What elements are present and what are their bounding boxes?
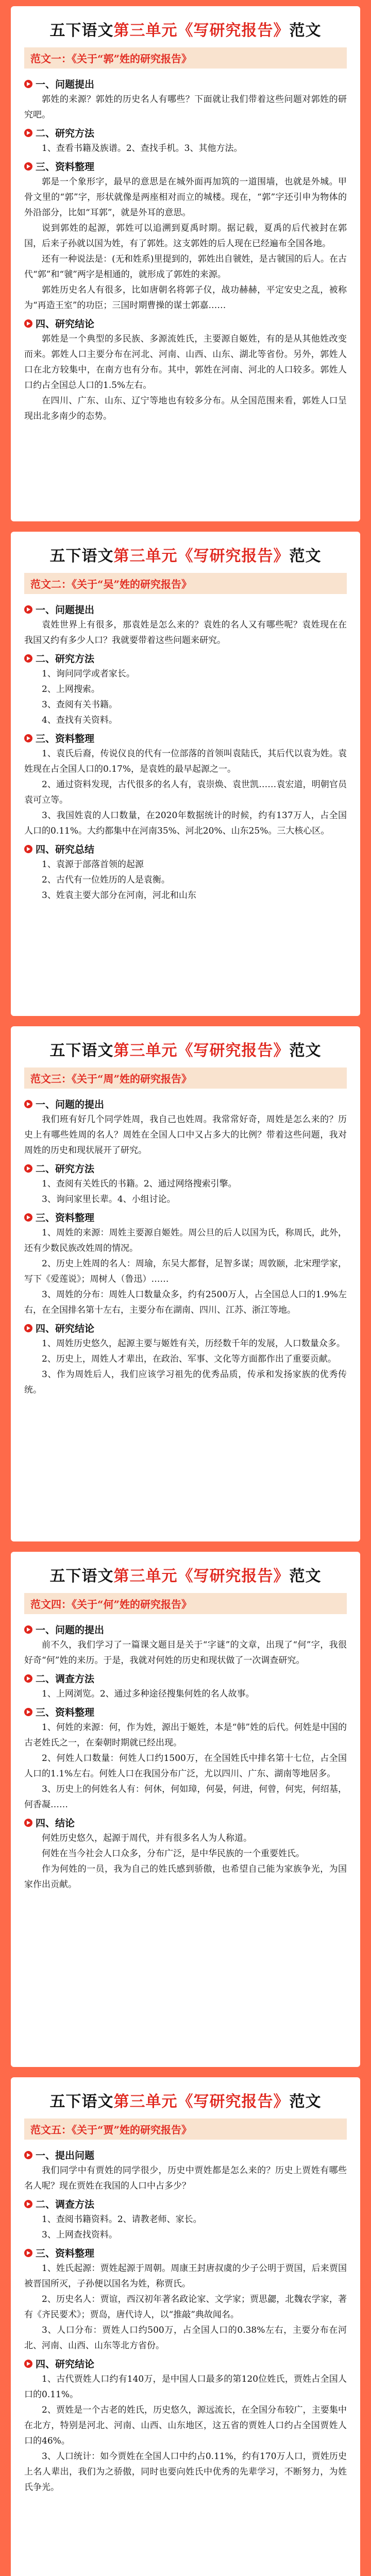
section-paragraph: 3、上网查找资料。 xyxy=(42,2230,117,2240)
title-prefix: 五下语文 xyxy=(49,1042,114,1060)
section-heading xyxy=(24,651,347,665)
play-bullet-icon xyxy=(24,734,32,742)
play-bullet-icon xyxy=(24,654,32,663)
report-sections xyxy=(24,2148,347,2495)
play-bullet-icon xyxy=(24,319,32,328)
section-paragraph: 3、历史上的何姓名人有：何休，何如璋，何晏，何进，何曾，何宪，何绍基，何香凝…… xyxy=(24,1784,347,1810)
play-bullet-icon xyxy=(24,1674,32,1683)
section-paragraph: 3、人口统计：如今贾姓在全国人口中约占0.11%，约有170万人口，贾姓历史上名人辈出，我们为之骄傲，同时也要向姓氏中优秀的先辈学习，不断努力，为姓氏争光。 xyxy=(24,2451,347,2493)
section-paragraph: 1、周姓历史悠久，起源主要与姬姓有关，历经数千年的发展，人口数量众多。 xyxy=(42,1338,345,1349)
section-paragraph: 何姓历史悠久，起源于周代，并有很多名人为人称道。 xyxy=(42,1833,252,1843)
section-title: 三、资料整理 xyxy=(36,1707,95,1718)
section-title: 四、研究结论 xyxy=(36,318,95,330)
section-title: 二、研究方法 xyxy=(36,128,95,139)
section-paragraph: 1、何姓的来源：何，作为姓，源出于姬姓，本是“韩”姓的后代。何姓是中国的古老姓氏之一，在秦朝时期就已经出现。 xyxy=(24,1722,347,1748)
play-bullet-icon xyxy=(24,1625,32,1634)
section-paragraph: 2、古代有一位姓历的人是袁衡。 xyxy=(42,875,170,885)
section-paragraph: 3、作为周姓后人，我们应该学习祖先的优秀品质，传承和发扬家族的优秀传统。 xyxy=(24,1369,347,1395)
section-paragraph: 3、人口分布：贾姓人口约500万，占全国人口的0.38%左右，主要分布在河北、河南、山西、山东等北方省份。 xyxy=(24,2325,347,2351)
section-paragraph: 1、古代贾姓人口约有140万，是中国人口最多的第120位姓氏，贾姓占全国人口的0.11%。 xyxy=(24,2374,347,2400)
play-bullet-icon xyxy=(24,845,32,853)
section-heading xyxy=(24,1671,347,1685)
section-paragraph: 郭姓的来源？郭姓的历史名人有哪些？下面就让我们带着这些问题对郭姓的研究吧。 xyxy=(24,94,347,120)
section-paragraph: 袁姓世界上有很多，那袁姓是怎么来的？袁姓的名人又有哪些呢？袁姓现在在我国又约有多少人口？我就要带着这些问题来研究。 xyxy=(24,620,347,646)
play-bullet-icon xyxy=(24,1819,32,1827)
title-prefix: 五下语文 xyxy=(49,2093,114,2111)
report-card-2 xyxy=(11,532,360,1016)
title-main: 第三单元《写研究报告》 xyxy=(113,547,290,565)
section-heading xyxy=(24,842,347,856)
section-heading xyxy=(24,2246,347,2260)
section-title: 一、问题提出 xyxy=(36,79,95,90)
play-bullet-icon xyxy=(24,1708,32,1716)
section-heading xyxy=(24,2197,347,2211)
title-suffix: 范文 xyxy=(289,1567,322,1585)
play-bullet-icon xyxy=(24,1164,32,1173)
title-prefix: 五下语文 xyxy=(49,547,114,565)
play-bullet-icon xyxy=(24,605,32,614)
play-bullet-icon xyxy=(24,1324,32,1332)
section-paragraph: 2、通过资料发现，古代很多的名人有，袁崇焕、袁世凯……袁宏道，明朝官员袁可立等。 xyxy=(24,779,347,805)
section-paragraph: 说到郭姓的起源，郭姓可以追溯到夏禹时期。据记载，夏禹的后代被封在郭国，后来子孙就以国为姓，有了郭姓。这支郭姓的后人现在已经遍布全国各地。 xyxy=(24,223,347,249)
title-suffix: 范文 xyxy=(289,2093,322,2111)
section-paragraph: 2、历史上姓周的名人：周瑜，东吴大都督，足智多谋；周敦颐，北宋理学家，写下《爱莲说》；周树人（鲁迅）…… xyxy=(24,1259,347,1284)
play-bullet-icon xyxy=(24,129,32,137)
section-title: 一、提出问题 xyxy=(36,2150,95,2161)
section-heading xyxy=(24,2148,347,2162)
section-paragraph: 1、袁源于部落首领的起源 xyxy=(42,859,144,870)
section-title: 四、结论 xyxy=(36,1818,75,1829)
section-paragraph: 3、姓袁主要大部分在河南，河北和山东 xyxy=(42,890,196,901)
section-paragraph: 2、何姓人口数量：何姓人口约1500万，在全国姓氏中排名第十七位，占全国人口的1.1%左右。何姓人口在我国分布广泛，尤以四川、广东、湖南等地居多。 xyxy=(24,1753,347,1779)
play-bullet-icon xyxy=(24,2151,32,2159)
card-title xyxy=(24,18,347,40)
report-banner: 范文二：《关于“吴”姓的研究报告》 xyxy=(24,573,347,594)
section-title: 四、研究总结 xyxy=(36,844,95,855)
section-paragraph: 1、上网浏览。2、通过多种途径搜集何姓的名人故事。 xyxy=(42,1689,255,1699)
section-paragraph: 前不久，我们学习了一篇课文题目是关于“字谜”的文章，出现了“何”字，我很好奇“何”姓的来历。于是，我就对何姓的历史和现状做了一次调查研究。 xyxy=(24,1640,347,1666)
section-paragraph: 3、查阅有关书籍。 xyxy=(42,700,117,710)
section-heading xyxy=(24,1321,347,1335)
section-title: 四、研究结论 xyxy=(36,2359,95,2370)
section-paragraph: 何姓在当今社会人口众多，分布广泛，是中华民族的一个重要姓氏。 xyxy=(42,1849,305,1859)
section-title: 四、研究结论 xyxy=(36,1323,95,1334)
section-paragraph: 1、查阅书籍资料。2、请教老师、家长。 xyxy=(42,2214,202,2225)
section-paragraph: 我们同学中有贾姓的同学很少，历史中贾姓都是怎么来的？历史上贾姓有哪些名人呢？现在贾姓在我国的人口中占多少？ xyxy=(24,2165,347,2191)
title-main: 第三单元《写研究报告》 xyxy=(113,2093,290,2111)
title-suffix: 范文 xyxy=(289,1042,322,1060)
section-paragraph: 1、姓氏起源：贾姓起源于周朝。周康王封唐叔虞的少子公明于贾国，后来贾国被晋国所灭，子孙便以国名为姓，称贾氏。 xyxy=(24,2263,347,2289)
section-heading xyxy=(24,1622,347,1636)
section-heading xyxy=(24,159,347,173)
section-paragraph: 郭是一个象形字，最早的意思是在城外面再加筑的一道围墙，也就是外城。甲骨文里的“郭”字，形状就像是两座相对而立的城楼。现在，“郭”字还引申为物体的外沿部分，比如“耳郭”，就是外耳的意思。 xyxy=(24,177,347,218)
section-title: 三、资料整理 xyxy=(36,2248,95,2259)
title-suffix: 范文 xyxy=(289,22,322,40)
report-banner: 范文一：《关于“郭”姓的研究报告》 xyxy=(24,47,347,69)
section-heading xyxy=(24,1705,347,1719)
play-bullet-icon xyxy=(24,80,32,88)
play-bullet-icon xyxy=(24,2249,32,2257)
section-paragraph: 在四川、广东、山东、辽宁等地也有较多分布。从全国范围来看，郭姓人口呈现出北多南少的态势。 xyxy=(24,396,347,421)
report-card-1 xyxy=(11,6,360,521)
section-title: 三、资料整理 xyxy=(36,161,95,173)
section-heading xyxy=(24,1210,347,1224)
section-heading xyxy=(24,316,347,330)
section-title: 一、问题的提出 xyxy=(36,1099,105,1110)
section-paragraph: 4、查找有关资料。 xyxy=(42,715,117,725)
section-paragraph: 2、历史名人：贾谊，西汉初年著名政论家、文学家；贾思勰，北魏农学家，著有《齐民要术》；贾岛，唐代诗人，以“推敲”典故闻名。 xyxy=(24,2294,347,2320)
section-heading xyxy=(24,77,347,91)
play-bullet-icon xyxy=(24,2360,32,2368)
section-heading xyxy=(24,126,347,140)
section-paragraph: 2、上网搜索。 xyxy=(42,684,100,694)
section-paragraph: 1、袁氏后裔，传说仪良的代有一位部落的首领叫袁陆氏，其后代以袁为姓。袁姓现在占全国人口的0.17%，是袁姓的最早起源之一。 xyxy=(24,749,347,774)
section-heading xyxy=(24,1097,347,1111)
section-paragraph: 我们班有好几个同学姓周，我自己也姓周。我常常好奇，周姓是怎么来的？历史上有哪些姓周的名人？周姓在全国人口中又占多大的比例？带着这些问题，我对周姓的历史和现状展开了研究。 xyxy=(24,1114,347,1156)
section-paragraph: 1、周姓的来源：周姓主要源自姬姓。周公旦的后人以国为氏，称周氏，此外，还有少数民族改姓周的情况。 xyxy=(24,1228,347,1253)
title-main: 第三单元《写研究报告》 xyxy=(113,1567,290,1585)
section-paragraph: 3、周姓的分布：周姓人口数量众多，约有2500万人，占全国总人口的1.9%左右，在全国排名第十左右，主要分布在湖南、四川、江苏、浙江等地。 xyxy=(24,1290,347,1315)
section-paragraph: 还有一种说法是：(无和姓系)里提到的，郭姓出自虢姓，是古虢国的后人。在古代“郭”和“虢”两字是相通的，就形成了郭姓的来源。 xyxy=(24,254,347,280)
section-title: 二、调查方法 xyxy=(36,1673,95,1685)
report-card-3 xyxy=(11,1026,360,1541)
section-paragraph: 3、询问家里长辈。4、小组讨论。 xyxy=(42,1194,176,1205)
report-sections xyxy=(24,77,347,424)
section-title: 三、资料整理 xyxy=(36,733,95,744)
play-bullet-icon xyxy=(24,1100,32,1108)
card-title xyxy=(24,2089,347,2111)
section-paragraph: 1、查阅有关姓氏的书籍。2、通过网络搜索引擎。 xyxy=(42,1179,237,1189)
title-suffix: 范文 xyxy=(289,547,322,565)
card-title xyxy=(24,1563,347,1586)
section-title: 二、调查方法 xyxy=(36,2199,95,2210)
card-title xyxy=(24,543,347,566)
report-sections xyxy=(24,602,347,903)
section-paragraph: 作为何姓的一员，我为自己的姓氏感到骄傲，也希望自己能为家族争光，为国家作出贡献。 xyxy=(24,1864,347,1890)
title-main: 第三单元《写研究报告》 xyxy=(113,1042,290,1060)
title-prefix: 五下语文 xyxy=(49,22,114,40)
play-bullet-icon xyxy=(24,2200,32,2208)
section-heading xyxy=(24,2357,347,2370)
section-paragraph: 3、我国姓袁的人口数量，在2020年数据统计的时候，约有137万人，占全国人口的0.11%。大约都集中在河南35%、河北20%、山东25%。三大核心区。 xyxy=(24,810,347,836)
section-heading xyxy=(24,602,347,616)
title-main: 第三单元《写研究报告》 xyxy=(113,22,290,40)
report-card-4 xyxy=(11,1552,360,2067)
section-title: 二、研究方法 xyxy=(36,653,95,665)
card-title xyxy=(24,1038,347,1060)
report-sections xyxy=(24,1097,347,1398)
report-banner: 范文三：《关于“周”姓的研究报告》 xyxy=(24,1067,347,1089)
section-paragraph: 郭姓是一个典型的多民族、多源流姓氏，主要源自姬姓，有的是从其他姓改变而来。郭姓人口主要分布在河北、河南、山西、山东、湖北等省份。另外，郭姓人口在北方较集中，在南方也有分布。其中，郭姓在河南、河北的人口较多。郭姓人口约占全国总人口的1.5%左右。 xyxy=(24,334,347,391)
section-title: 二、研究方法 xyxy=(36,1163,95,1175)
section-paragraph: 1、询问同学或者家长。 xyxy=(42,669,135,679)
section-heading xyxy=(24,1816,347,1829)
report-sections xyxy=(24,1622,347,1892)
play-bullet-icon xyxy=(24,162,32,171)
section-title: 一、问题的提出 xyxy=(36,1624,105,1636)
section-paragraph: 郭姓历史名人有很多，比如唐朝名将郭子仪，战功赫赫，平定安史之乱，被称为“再造王室”的功臣；三国时期曹操的谋士郭嘉…… xyxy=(24,285,347,311)
section-paragraph: 2、贾姓是一个古老的姓氏，历史悠久，源远流长，在全国分布较广，主要集中在北方，特别是河北、河南、山西、山东地区，这五省的贾姓人口约占全国贾姓人口的46%。 xyxy=(24,2405,347,2446)
report-banner: 范文四：《关于“何”姓的研究报告》 xyxy=(24,1593,347,1614)
section-heading xyxy=(24,731,347,745)
section-heading xyxy=(24,1161,347,1175)
section-paragraph: 2、历史上，周姓人才辈出，在政治、军事、文化等方面都作出了重要贡献。 xyxy=(42,1354,336,1364)
play-bullet-icon xyxy=(24,1213,32,1222)
section-paragraph: 1、查看书籍及族谱。2、查找手机。3、其他方法。 xyxy=(42,143,243,154)
section-title: 一、问题提出 xyxy=(36,604,95,616)
title-prefix: 五下语文 xyxy=(49,1567,114,1585)
section-title: 三、资料整理 xyxy=(36,1212,95,1224)
report-card-5 xyxy=(11,2077,360,2576)
report-banner: 范文五：《关于“贾”姓的研究报告》 xyxy=(24,2119,347,2140)
